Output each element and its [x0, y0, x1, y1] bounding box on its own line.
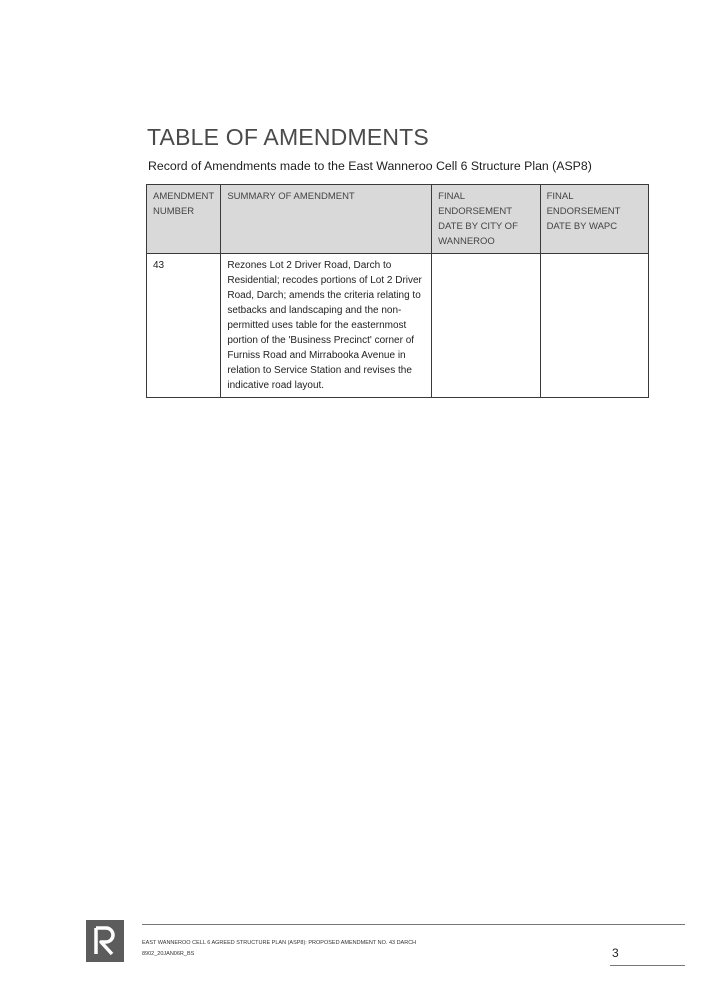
company-logo	[86, 920, 124, 962]
table-row	[147, 254, 649, 398]
logo-r-icon	[92, 925, 118, 957]
footer-text	[142, 938, 416, 960]
city-date-cell	[432, 254, 540, 398]
wapc-date-cell	[540, 254, 648, 398]
page-number: 3	[612, 946, 619, 960]
column-header-city-date: FINAL ENDORSEMENT DATE BY CITY OF WANNEROO	[432, 185, 540, 254]
column-header-wapc-date: FINAL ENDORSEMENT DATE BY WAPC	[540, 185, 648, 254]
footer-document-reference: 8902_20JAN06R_BS	[142, 951, 195, 957]
column-header-summary: SUMMARY OF AMENDMENT	[221, 185, 432, 254]
column-header-amendment-number: AMENDMENT NUMBER	[147, 185, 221, 254]
page-subtitle: Record of Amendments made to the East Wanneroo Cell 6 Structure Plan (ASP8)	[148, 159, 592, 173]
page-title: TABLE OF AMENDMENTS	[147, 124, 429, 150]
table-header-row	[147, 185, 649, 254]
amendments-table	[146, 184, 649, 398]
amendment-number-cell: 43	[147, 254, 221, 398]
footer-divider	[142, 924, 685, 925]
page-number-rule	[610, 965, 685, 966]
amendment-summary-cell: Rezones Lot 2 Driver Road, Darch to Residential; recodes portions of Lot 2 Driver Road, Darch; amends the criteria relating to setbacks and landscaping and the non-permitted uses table for the easternmost portion of the 'Business Precinct' corner of Furniss Road and Mirrabooka Avenue in relation to Service Station and revises the indicative road layout.	[221, 254, 432, 398]
footer-document-title: EAST WANNEROO CELL 6 AGREED STRUCTURE PLAN (ASP8): PROPOSED AMENDMENT NO. 43 DARCH	[142, 940, 417, 946]
